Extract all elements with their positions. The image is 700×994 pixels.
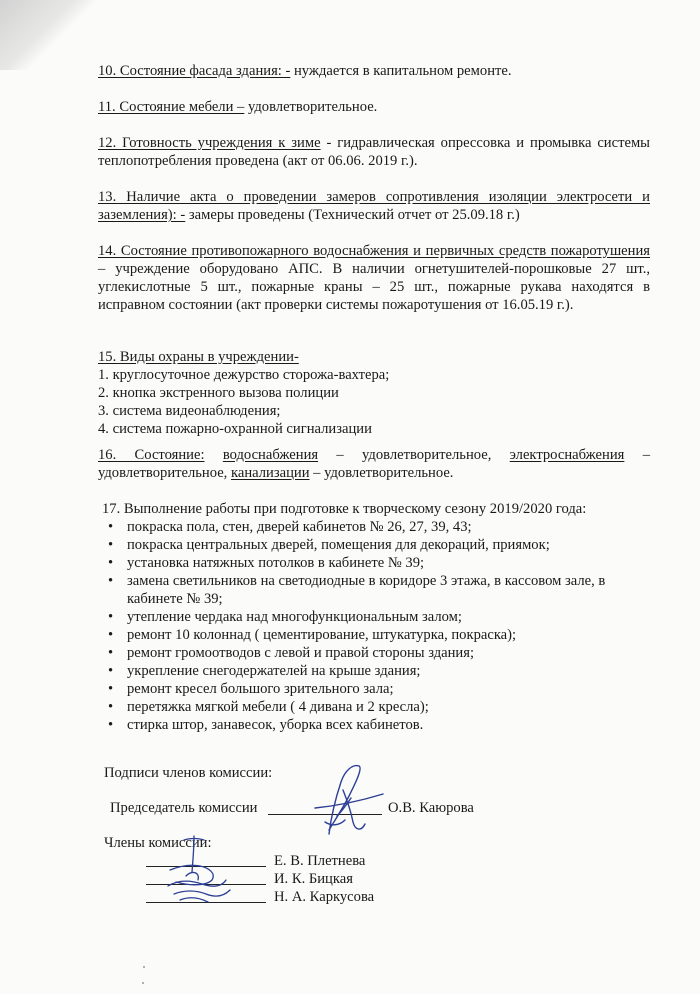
member-name: Е. В. Плетнева — [274, 853, 366, 869]
item-13-heading: 13. Наличие акта о проведении замеров сопротивления изоляции электросети и заземления): - — [98, 189, 650, 223]
work-item: • покраска центральных дверей, помещения для декораций, приямок; — [98, 536, 650, 554]
chair-name: О.В. Каюрова — [388, 800, 474, 816]
signatures-title: Подписи членов комиссии: — [104, 765, 273, 781]
scan-speck — [143, 966, 145, 968]
guard-item: 3. система видеонаблюдения; — [98, 403, 281, 419]
work-item: • ремонт 10 колоннад ( цементирование, штукатурка, покраска); — [98, 626, 650, 644]
item-14-heading: 14. Состояние противопожарного водоснабжения и первичных средств пожаротушения — [98, 243, 650, 259]
item-15 — [98, 348, 650, 438]
work-item: • стирка штор, занавесок, уборка всех кабинетов. — [98, 716, 650, 734]
item-17-heading: 17. Выполнение работы при подготовке к творческому сезону 2019/2020 года: — [102, 501, 587, 517]
item-13 — [98, 188, 650, 224]
item-10-heading: 10. Состояние фасада здания: - — [98, 63, 291, 79]
guard-item: 2. кнопка экстренного вызова полиции — [98, 385, 339, 401]
item-11 — [98, 98, 650, 116]
item-12 — [98, 134, 650, 170]
item-16-power: электроснабжения — [509, 447, 625, 463]
work-item: • замена светильников на светодиодные в коридоре 3 этажа, в кассовом зале, в кабинете № 39; — [98, 572, 650, 608]
item-11-text: удовлетворительное. — [244, 99, 378, 115]
item-15-heading: 15. Виды охраны в учреждении- — [98, 349, 299, 365]
item-16-heading: 16. Состояние: — [98, 447, 205, 463]
work-item: • ремонт громоотводов с левой и правой стороны здания; — [98, 644, 650, 662]
guard-item: 4. система пожарно-охранной сигнализации — [98, 421, 372, 437]
members-label: Члены комиссии: — [104, 835, 212, 851]
item-16-text: – удовлетворительное, — [98, 447, 650, 481]
item-11-heading: 11. Состояние мебели – — [98, 99, 245, 115]
item-10-text: нуждается в капитальном ремонте. — [290, 63, 512, 79]
work-item: • покраска пола, стен, дверей кабинетов № 26, 27, 39, 43; — [98, 518, 650, 536]
item-14-text: – учреждение оборудовано АПС. В наличии огнетушителей-порошковые 27 шт., углекислотные 5 шт., пожарные краны – 25 шт., пожарные рукава находятся в исправном состоянии (акт проверки системы пожаротушения от 16.05.19 г.). — [98, 261, 650, 313]
item-16 — [98, 446, 650, 482]
item-13-text: замеры проведены (Технический отчет от 25.09.18 г.) — [185, 207, 520, 223]
work-item: • укрепление снегодержателей на крыше здания; — [98, 662, 650, 680]
work-item: • утепление чердака над многофункциональным залом; — [98, 608, 650, 626]
item-10 — [98, 62, 650, 80]
work-item: • ремонт кресел большого зрительного зала; — [98, 680, 650, 698]
scan-speck — [142, 982, 144, 984]
chair-handwritten-signature — [285, 760, 395, 840]
work-item: • перетяжка мягкой мебели ( 4 дивана и 2 кресла); — [98, 698, 650, 716]
item-14 — [98, 242, 650, 314]
item-16-water: водоснабжения — [222, 447, 319, 463]
item-12-heading: 12. Готовность учреждения к зиме — [98, 135, 321, 151]
item-12-text: - гидравлическая опрессовка и промывка системы теплопотребления проведена (акт от 06.06. 2019 г.). — [98, 135, 650, 169]
page-corner-shadow — [0, 0, 95, 70]
works-list — [98, 518, 650, 734]
members-handwritten-signatures — [160, 830, 245, 915]
member-name: Н. А. Каркусова — [274, 889, 375, 905]
chair-label: Председатель комиссии — [110, 800, 258, 816]
item-16-sewer: канализации — [230, 465, 310, 481]
item-17 — [102, 500, 650, 518]
item-16-text: – удовлетворительное. — [309, 465, 454, 481]
member-name: И. К. Бицкая — [274, 871, 353, 887]
work-item: • установка натяжных потолков в кабинете № 39; — [98, 554, 650, 572]
item-16-text: – удовлетворительное, — [318, 447, 510, 463]
guard-item: 1. круглосуточное дежурство сторожа-вахтера; — [98, 367, 390, 383]
